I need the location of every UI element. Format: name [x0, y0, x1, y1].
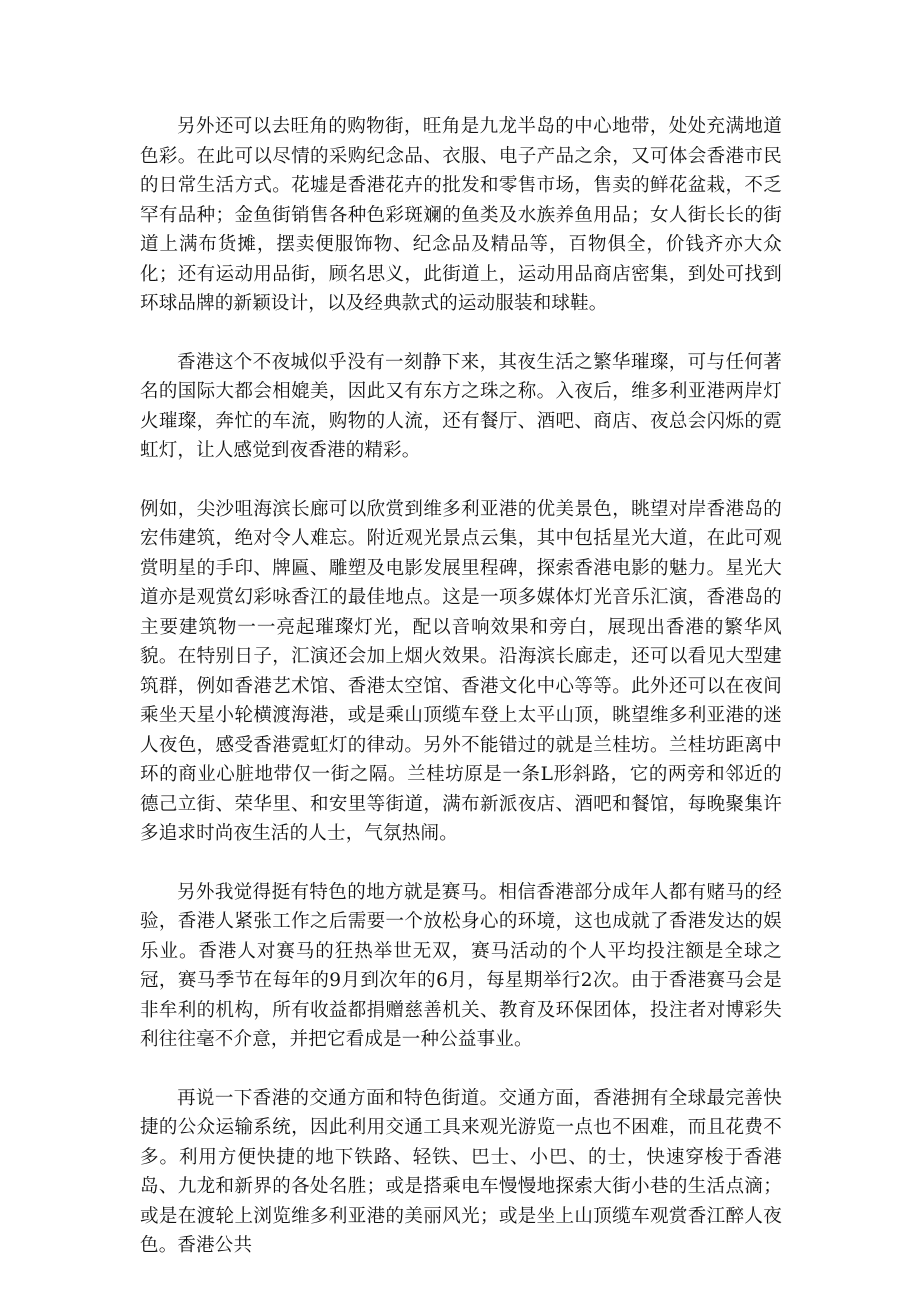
paragraph-gap	[140, 319, 782, 348]
paragraph-gap	[140, 849, 782, 878]
paragraph-harbour-attractions: 例如，尖沙咀海滨长廊可以欣赏到维多利亚港的优美景色，眺望对岸香港岛的宏伟建筑，绝对令人难忘。附近观光景点云集，其中包括星光大道，在此可观赏明星的手印、牌匾、雕塑及电影发展里程碑，探索香港电影的魅力。星光大道亦是观赏幻彩咏香江的最佳地点。这是一项多媒体灯光音乐汇演，香港岛的主要建筑物一一亮起璀璨灯光，配以音响效果和旁白，展现出香港的繁华风貌。在特别日子，汇演还会加上烟火效果。沿海滨长廊走，还可以看见大型建筑群，例如香港艺术馆、香港太空馆、香港文化中心等等。此外还可以在夜间乘坐天星小轮横渡海港，或是乘山顶缆车登上太平山顶，眺望维多利亚港的迷人夜色，感受香港霓虹灯的律动。另外不能错过的就是兰桂坊。兰桂坊距离中环的商业心脏地带仅一街之隔。兰桂坊原是一条L形斜路，它的两旁和邻近的德己立街、荣华里、和安里等街道，满布新派夜店、酒吧和餐馆，每晚聚集许多追求时尚夜生活的人士，气氛热闹。	[140, 498, 782, 844]
paragraph-nightlife: 香港这个不夜城似乎没有一刻静下来，其夜生活之繁华璀璨，可与任何著名的国际大都会相媲美，因此又有东方之珠之称。入夜后，维多利亚港两岸灯火璀璨，奔忙的车流，购物的人流，还有餐厅、酒吧、商店、夜总会闪烁的霓虹灯，让人感觉到夜香港的精彩。	[140, 351, 782, 461]
paragraph-horse-racing: 另外我觉得挺有特色的地方就是赛马。相信香港部分成年人都有赌马的经验，香港人紧张工作之后需要一个放松身心的环境，这也成就了香港发达的娱乐业。香港人对赛马的狂热举世无双，赛马活动的个人平均投注额是全球之冠，赛马季节在每年的9月到次年的6月，每星期举行2次。由于香港赛马会是非牟利的机构，所有收益都捐赠慈善机关、教育及环保团体，投注者对博彩失利往往毫不介意，并把它看成是一种公益事业。	[140, 881, 782, 1050]
paragraph-gap	[140, 1055, 782, 1084]
paragraph-transport: 再说一下香港的交通方面和特色街道。交通方面，香港拥有全球最完善快捷的公众运输系统，因此利用交通工具来观光游览一点也不困难，而且花费不多。利用方便快捷的地下铁路、轻铁、巴士、小巴、的士，快速穿梭于香港岛、九龙和新界的各处名胜；或是搭乘电车慢慢地探索大街小巷的生活点滴；或是在渡轮上浏览维多利亚港的美丽风光；或是坐上山顶缆车观赏香江醉人夜色。香港公共	[140, 1087, 782, 1256]
paragraph-shopping-streets: 另外还可以去旺角的购物街，旺角是九龙半岛的中心地带，处处充满地道色彩。在此可以尽情的采购纪念品、衣服、电子产品之余，又可体会香港市民的日常生活方式。花墟是香港花卉的批发和零售市场，售卖的鲜花盆栽，不乏罕有品种；金鱼街销售各种色彩斑斓的鱼类及水族养鱼用品；女人街长长的街道上满布货摊，摆卖便服饰物、纪念品及精品等，百物俱全，价钱齐亦大众化；还有运动用品街，顾名思义，此街道上，运动用品商店密集，到处可找到环球品牌的新颖设计，以及经典款式的运动服装和球鞋。	[140, 116, 782, 314]
paragraph-gap	[140, 466, 782, 495]
